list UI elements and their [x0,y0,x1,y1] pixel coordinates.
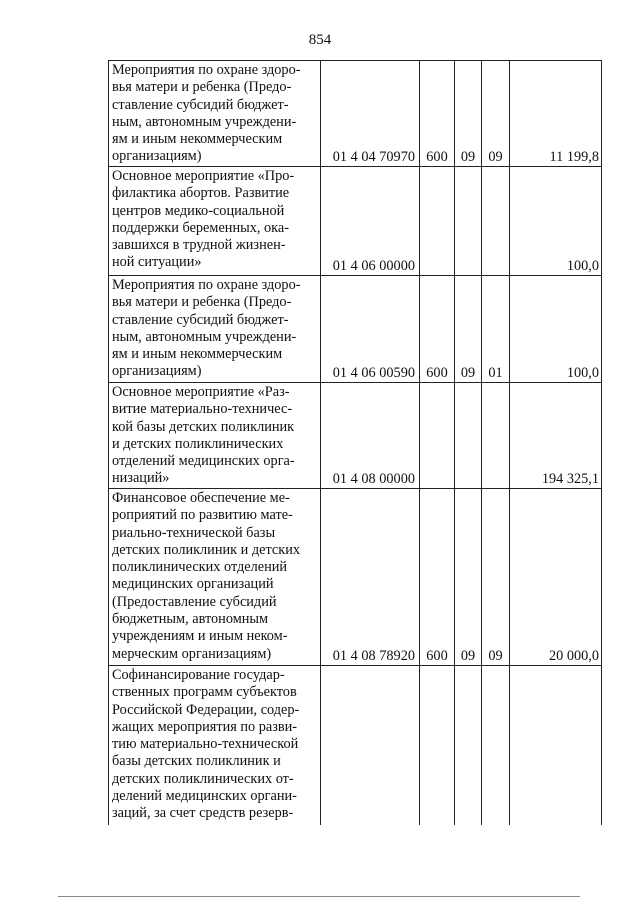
budget-table [108,60,602,825]
row-code-cell: 01 4 08 78920 [321,489,420,666]
row-sum-cell: 11 199,8 [510,61,602,167]
table-row [109,489,602,666]
row-vr-cell [420,167,455,276]
row-sum-cell: 194 325,1 [510,383,602,489]
row-code-cell: 01 4 06 00000 [321,167,420,276]
row-pr-cell: 09 [482,489,510,666]
page-number: 854 [308,32,332,48]
row-name-cell: Основное мероприятие «Раз- витие материально-техничес- кой базы детских поликлиник и детских поликлинических отделений медицинских орга- низаций» [109,383,321,489]
table-row [109,61,602,167]
row-sum-cell: 100,0 [510,167,602,276]
row-sum-cell: 100,0 [510,276,602,383]
row-vr-cell [420,666,455,825]
row-vr-cell [420,383,455,489]
row-name-cell: Мероприятия по охране здоро- вья матери и ребенка (Предо- ставление субсидий бюджет- ным, автономным учреждени- ям и иным некоммерческим организациям) [109,276,321,383]
row-code-cell: 01 4 06 00590 [321,276,420,383]
row-vr-cell: 600 [420,276,455,383]
row-rz-cell [455,167,482,276]
row-code-cell: 01 4 08 00000 [321,383,420,489]
row-sum-cell: 20 000,0 [510,489,602,666]
footer-divider [58,896,580,897]
row-code-cell: 01 4 04 70970 [321,61,420,167]
row-name-cell: Финансовое обеспечение ме- роприятий по развитию мате- риально-технической базы детских поликлиник и детских поликлинических отделений медицинских организаций (Предоставление субсидий бюджетным, автономным учреждениям и иным неком- мерческим организациям) [109,489,321,666]
row-pr-cell: 01 [482,276,510,383]
table-row [109,167,602,276]
table-row [109,383,602,489]
row-rz-cell: 09 [455,61,482,167]
row-sum-cell [510,666,602,825]
row-rz-cell: 09 [455,276,482,383]
row-pr-cell: 09 [482,61,510,167]
row-vr-cell: 600 [420,489,455,666]
row-rz-cell: 09 [455,489,482,666]
row-code-cell [321,666,420,825]
row-name-cell: Основное мероприятие «Про- филактика абортов. Развитие центров медико-социальной поддержки беременных, ока- завшихся в трудной жизнен- ной ситуации» [109,167,321,276]
row-name-cell: Софинансирование государ- ственных программ субъектов Российской Федерации, содер- жащих мероприятия по разви- тию материально-технической базы детских поликлиник и детских поликлинических от- делений медицинских органи- заций, за счет средств резерв- [109,666,321,825]
row-pr-cell [482,167,510,276]
row-pr-cell [482,666,510,825]
table-row [109,276,602,383]
row-name-cell: Мероприятия по охране здоро- вья матери и ребенка (Предо- ставление субсидий бюджет- ным, автономным учреждени- ям и иным некоммерческим организациям) [109,61,321,167]
row-rz-cell [455,383,482,489]
row-rz-cell [455,666,482,825]
row-vr-cell: 600 [420,61,455,167]
row-pr-cell [482,383,510,489]
table-row [109,666,602,825]
